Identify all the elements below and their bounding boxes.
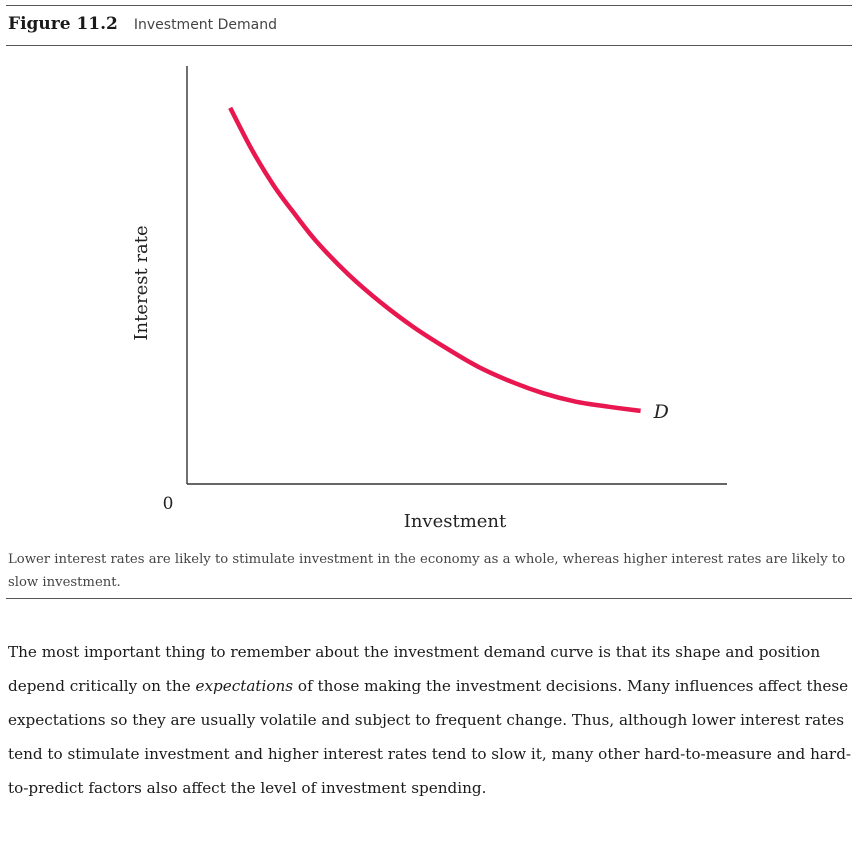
figure-title: Investment Demand: [133, 17, 277, 33]
body-text-part-1: The most important thing to remember about the investment demand curve is that its shape and position depend critically on the: [8, 643, 821, 695]
series-layer: [230, 108, 669, 423]
body-emphasis: expectations: [195, 677, 294, 695]
demand-curve-line: [230, 108, 640, 411]
figure-header: [8, 14, 277, 40]
investment-demand-chart: [0, 48, 865, 538]
figure-number: Figure 11.2: [8, 14, 118, 34]
demand-curve-label: D: [653, 400, 669, 423]
caption-rule: [6, 598, 852, 599]
figure-caption: Lower interest rates are likely to stimulate investment in the economy as a whole, whereas higher interest rates are likely to slow investment.: [8, 552, 846, 590]
body-text-part-2: of those making the investment decisions. Many influences affect these expectations so they are usually volatile and subject to frequent change. Thus, although lower interest rates tend to stimulate investment and higher interest rates tend to slow it, many other hard-to-measure and hard-to-predict factors also affect the level of investment spending.: [8, 677, 852, 797]
top-rule: [6, 5, 852, 6]
origin-label: 0: [162, 494, 174, 514]
chart-axes: [187, 66, 727, 484]
x-axis-label: Investment: [403, 511, 507, 532]
body-paragraph: [8, 635, 858, 805]
y-axis-label: Interest rate: [131, 225, 152, 341]
header-rule: [6, 45, 852, 46]
